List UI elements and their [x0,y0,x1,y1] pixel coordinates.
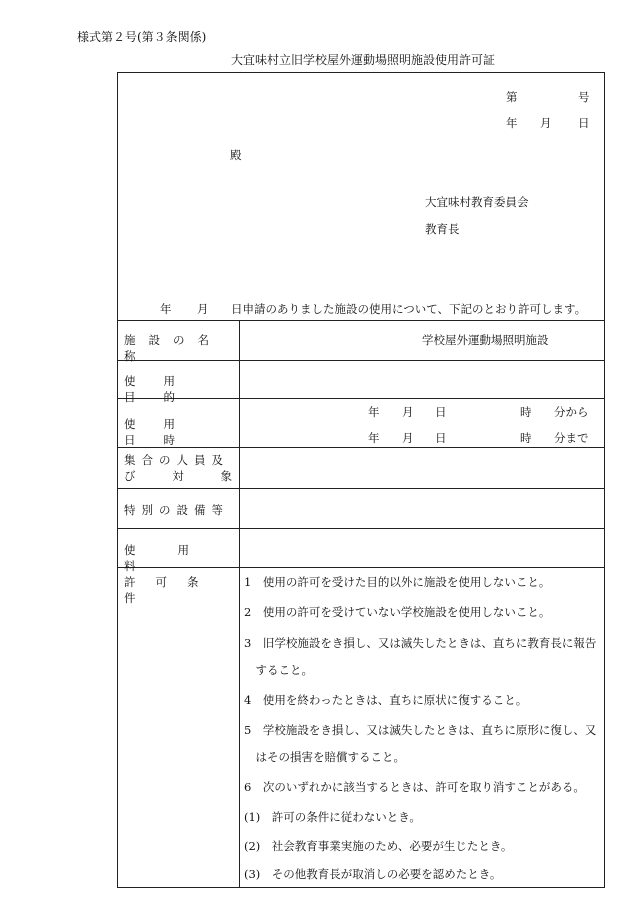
from-minute: 分から [554,405,589,419]
label-column-divider [239,320,240,887]
statement-month: 月 [197,302,209,316]
addressee-suffix: 殿 [230,148,242,162]
purpose-label-text: 使用目的 [124,374,203,404]
condition-3: 3 旧学校施設をき損し、又は滅失したときは、直ちに教育長に報告 [244,636,597,650]
condition-6: 6 次のいずれかに該当するときは、許可を取り消すことがある。 [244,780,585,794]
attendees-row [118,448,604,489]
document-title: 大宜味村立旧学校屋外運動場照明施設使用許可証 [230,53,495,67]
to-month: 月 [402,431,414,445]
issuer-organization: 大宜味村教育委員会 [425,195,529,209]
permission-statement: 日申請のありました施設の使用について、下記のとおり許可します。 [231,302,587,316]
from-month: 月 [402,405,414,419]
number-suffix: 号 [578,90,590,104]
statement-year: 年 [160,302,172,316]
datetime-label [124,416,232,448]
conditions-label [124,574,232,606]
conditions-row [118,568,604,888]
attendees-label [124,451,232,485]
condition-6-2: (2) 社会教育事業実施のため、必要が生じたとき。 [244,839,513,853]
condition-5-cont: はその損害を賠償すること。 [244,750,405,764]
issue-day: 日 [578,116,590,130]
from-day: 日 [435,405,447,419]
datetime-label-text: 使用日時 [124,417,203,447]
permit-header [118,73,604,321]
facility-name-label [124,332,232,364]
form-number-label: 様式第２号(第３条関係) [77,30,207,44]
number-prefix: 第 [506,90,518,104]
attendees-label-line2 [124,468,232,484]
condition-2: 2 使用の許可を受けていない学校施設を使用しないこと。 [244,605,551,619]
condition-6-1: (1) 許可の条件に従わないとき。 [244,810,421,824]
condition-6-3: (3) その他教育長が取消しの必要を認めたとき。 [244,867,502,881]
equipment-row [118,489,604,529]
purpose-row [118,361,604,404]
condition-3-cont: すること。 [244,663,313,677]
attendees-label-part2: 対 [172,469,184,483]
to-year: 年 [368,431,380,445]
equipment-label-text: 特別の設備等 [124,503,229,517]
issue-year: 年 [506,116,518,130]
conditions-label-text: 許可条件 [124,575,219,605]
equipment-label [124,502,232,518]
issue-month: 月 [540,116,552,130]
to-hour: 時 [520,431,532,445]
permit-form [117,72,605,888]
attendees-label-part1: び [124,469,136,483]
condition-5: 5 学校施設をき損し、又は滅失したときは、直ちに原形に復し、又 [244,723,597,737]
to-day: 日 [435,431,447,445]
condition-4: 4 使用を終わったときは、直ちに原状に復すること。 [244,693,528,707]
to-minute: 分まで [554,431,589,445]
facility-name-label-text: 施設の名称 [124,333,222,363]
fee-row [118,529,604,573]
facility-name-row [118,320,604,361]
datetime-row [118,399,604,448]
issuer-title: 教育長 [425,222,460,236]
from-hour: 時 [520,405,532,419]
condition-1: 1 使用の許可を受けた目的以外に施設を使用しないこと。 [244,575,551,589]
fee-label-text: 使用料 [124,543,231,573]
attendees-label-part3: 象 [220,469,232,483]
attendees-label-line1: 集合の人員及 [124,453,229,467]
from-year: 年 [368,405,380,419]
facility-name-value: 学校屋外運動場照明施設 [422,333,549,347]
